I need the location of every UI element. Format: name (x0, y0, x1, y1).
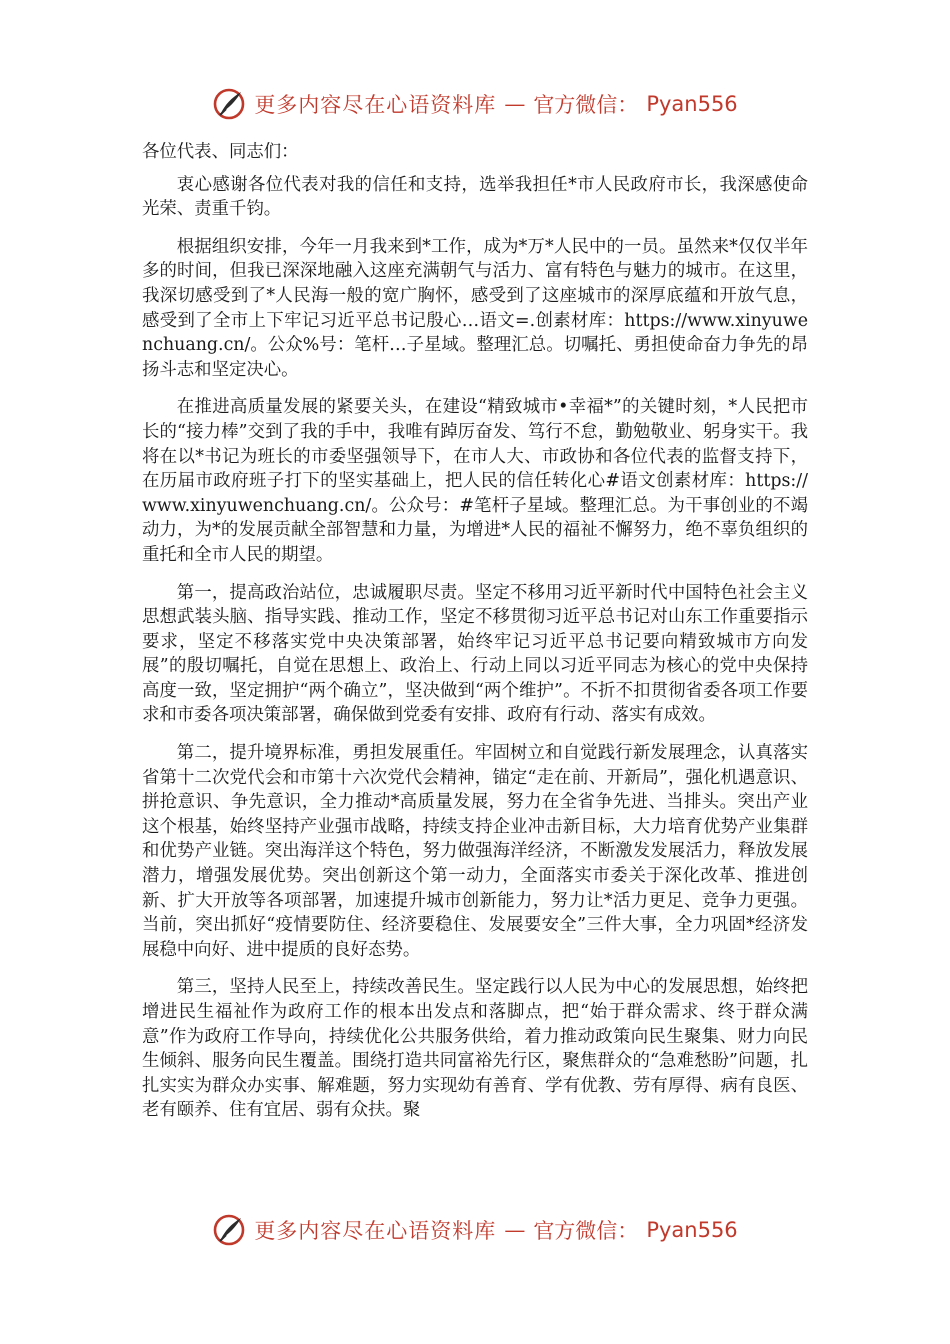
banner-wechat-label: 官方微信： (533, 93, 639, 117)
banner-separator: — (504, 92, 526, 116)
paragraph-2: 根据组织安排，今年一月我来到*工作，成为*万*人民中的一员。虽然来*仅仅半年多的时间，但我已深深地融入这座充满朝气与活力、富有特色与魅力的城市。在这里，我深切感受到了*人民海一般的宽广胸怀，感受到了这座城市的深厚底蕴和开放气息，感受到了全市上下牢记习近平总书记殷心…语文=.创素材库：https://www.xinyuwenchuang.cn/。公众%号：笔杆…子星域。整理汇总。切嘱托、勇担使命奋力争先的昂扬斗志和坚定决心。 (142, 236, 808, 380)
document-body (142, 140, 808, 1136)
banner-wechat-id: Pyan556 (646, 1218, 738, 1242)
paragraph-5: 第二，提升境界标准，勇担发展重任。牢固树立和自觉践行新发展理念，认真落实省第十二次党代会和市第十六次党代会精神，锚定“走在前、开新局”，强化机遇意识、拼抢意识、争先意识，全力推动*高质量发展，努力在全省争先进、当排头。突出产业这个根基，始终坚持产业强市战略，持续支持企业冲击新目标，大力培育优势产业集群和优势产业链。突出海洋这个特色，努力做强海洋经济，不断激发发展活力，释放发展潜力，增强发展优势。突出创新这个第一动力，全面落实市委关于深化改革、推进创新、扩大开放等各项部署，加速提升城市创新能力，努力让*活力更足、竞争力更强。当前，突出抓好“疫情要防住、经济要稳住、发展要安全”三件大事，全力巩固*经济发展稳中向好、进中提质的良好态势。 (142, 743, 808, 960)
paragraph-4: 第一，提高政治站位，忠诚履职尽责。坚定不移用习近平新时代中国特色社会主义思想武装头脑、指导实践、推动工作，坚定不移贯彻习近平总书记对山东工作重要指示要求，坚定不移落实党中央决策部署，始终牢记习近平总书记要向精致城市方向发展”的殷切嘱托，自觉在思想上、政治上、行动上同以习近平同志为核心的党中央保持高度一致，坚定拥护“两个确立”，坚决做到“两个维护”。不折不扣贯彻省委各项工作要求和市委各项决策部署，确保做到党委有安排、政府有行动、落实有成效。 (142, 582, 808, 726)
greeting: 各位代表、同志们： (142, 142, 299, 162)
banner-brand-text: 更多内容尽在心语资料库 (254, 1219, 497, 1243)
paragraph-1: 衷心感谢各位代表对我的信任和支持，选举我担任*市人民政府市长，我深感使命光荣、责重千钧。 (142, 174, 808, 220)
banner-wechat-id: Pyan556 (646, 92, 738, 116)
paragraph-6: 第三，坚持人民至上，持续改善民生。坚定践行以人民为中心的发展思想，始终把增进民生福祉作为政府工作的根本出发点和落脚点，把“始于群众需求、终于群众满意”作为政府工作导向，持续优化公共服务供给，着力推动政策向民生聚集、财力向民生倾斜、服务向民生覆盖。围绕打造共同富裕先行区，聚焦群众的“急难愁盼”问题，扎扎实实为群众办实事、解难题，努力实现幼有善育、学有优教、劳有厚得、病有良医、老有颐养、住有宜居、弱有众扶。聚 (142, 977, 808, 1121)
banner-separator: — (504, 1218, 526, 1242)
banner-brand-text: 更多内容尽在心语资料库 (254, 93, 497, 117)
quill-logo-icon (212, 87, 246, 121)
paragraph-3: 在推进高质量发展的紧要关头，在建设“精致城市•幸福*”的关键时刻，*人民把市长的“接力棒”交到了我的手中，我唯有踔厉奋发、笃行不怠，勤勉敬业、躬身实干。我将在以*书记为班长的市委坚强领导下，在市人大、市政协和各位代表的监督支持下，在历届市政府班子打下的坚实基础上，把人民的信任转化心#语文创素材库：https://www.xinyuwenchuang.cn/。公众号：#笔杆子星域。整理汇总。为干事创业的不竭动力，为*的发展贡献全部智慧和力量，为增进*人民的福祉不懈努力，绝不辜负组织的重托和全市人民的期望。 (142, 397, 808, 565)
quill-logo-icon (212, 1213, 246, 1247)
banner-wechat-label: 官方微信： (533, 1219, 639, 1243)
header-banner[interactable] (0, 84, 950, 124)
footer-banner[interactable] (0, 1210, 950, 1250)
